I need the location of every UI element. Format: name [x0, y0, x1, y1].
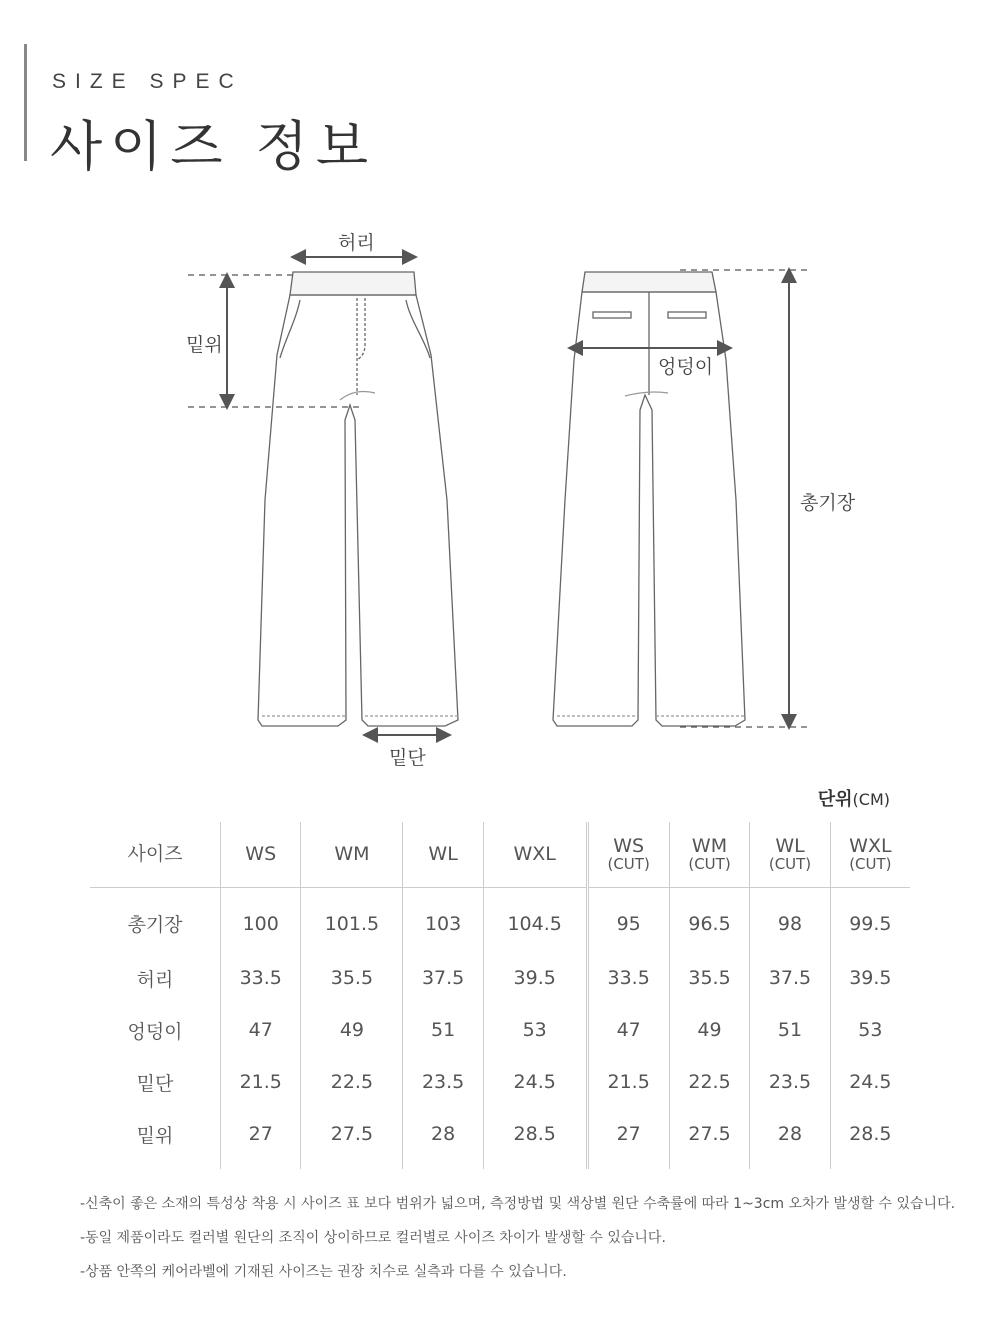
cell: 37.5 — [403, 952, 483, 1004]
cell: 23.5 — [750, 1056, 830, 1108]
cell: 28 — [403, 1108, 483, 1169]
cell: 33.5 — [587, 952, 669, 1004]
notes — [80, 1187, 955, 1289]
note-item: -신축이 좋은 소재의 특성상 착용 시 사이즈 표 보다 범위가 넓으며, 측정방법 및 색상별 원단 수축률에 따라 1~3cm 오차가 발생할 수 있습니다. — [80, 1196, 956, 1212]
cell: 98 — [750, 888, 830, 953]
label-hip: 엉덩이 — [658, 356, 714, 378]
col-header — [301, 822, 403, 888]
cell: 22.5 — [301, 1056, 403, 1108]
col-header — [221, 822, 301, 888]
cell: 53 — [830, 1004, 910, 1056]
back-pants-drawing — [553, 272, 745, 726]
cell: 95 — [587, 888, 669, 953]
cell: 24.5 — [483, 1056, 587, 1108]
cell: 22.5 — [669, 1056, 749, 1108]
table-row — [90, 888, 910, 953]
cell: 51 — [403, 1004, 483, 1056]
col-cut: (CUT) — [768, 854, 812, 873]
size-table — [90, 822, 910, 1169]
unit-label — [818, 785, 890, 811]
label-hem: 밑단 — [389, 747, 426, 769]
col-header — [669, 822, 749, 888]
cell: 21.5 — [221, 1056, 301, 1108]
row-header-label: 사이즈 — [90, 822, 221, 888]
cell: 99.5 — [830, 888, 910, 953]
cell: 27 — [587, 1108, 669, 1169]
col-size: WL — [775, 834, 805, 857]
cell: 100 — [221, 888, 301, 953]
cell: 39.5 — [830, 952, 910, 1004]
label-length: 총기장 — [800, 492, 856, 514]
col-size: WM — [334, 843, 370, 865]
table-row — [90, 1108, 910, 1169]
note-item: -상품 안쪽의 케어라벨에 기재된 사이즈는 권장 치수로 실측과 다를 수 있습니다. — [80, 1264, 567, 1280]
note-item: -동일 제품이라도 컬러별 원단의 조직이 상이하므로 컬러별로 사이즈 차이가 발생할 수 있습니다. — [80, 1230, 666, 1246]
cell: 28.5 — [830, 1108, 910, 1169]
cell: 35.5 — [669, 952, 749, 1004]
cell: 49 — [301, 1004, 403, 1056]
cell: 21.5 — [587, 1056, 669, 1108]
cell: 27 — [221, 1108, 301, 1169]
col-size: WM — [691, 834, 728, 857]
col-size: WL — [428, 843, 458, 865]
col-size: WS — [613, 834, 645, 857]
table-header-row — [90, 822, 910, 888]
col-size: WXL — [513, 843, 556, 865]
cell: 27.5 — [301, 1108, 403, 1169]
label-rise: 밑위 — [186, 334, 223, 356]
table-row — [90, 1056, 910, 1108]
title-english: SIZE SPEC — [52, 70, 243, 93]
front-pants-drawing — [258, 272, 458, 726]
cell: 103 — [403, 888, 483, 953]
cell: 24.5 — [830, 1056, 910, 1108]
cell: 96.5 — [669, 888, 749, 953]
cell: 23.5 — [403, 1056, 483, 1108]
cell: 27.5 — [669, 1108, 749, 1169]
measure-arrows — [227, 257, 789, 735]
row-label: 밑위 — [136, 1124, 174, 1147]
cell: 47 — [587, 1004, 669, 1056]
unit-main: 단위 — [817, 789, 853, 810]
row-label: 허리 — [136, 968, 174, 991]
cell: 51 — [750, 1004, 830, 1056]
cell: 49 — [669, 1004, 749, 1056]
row-label: 밑단 — [136, 1072, 174, 1095]
row-label: 총기장 — [127, 914, 183, 936]
col-header — [483, 822, 587, 888]
label-waist: 허리 — [338, 232, 375, 254]
col-size: WXL — [849, 834, 892, 857]
cell: 104.5 — [483, 888, 587, 953]
col-cut: (CUT) — [849, 854, 892, 873]
col-header — [403, 822, 483, 888]
row-label: 엉덩이 — [127, 1020, 183, 1043]
col-header — [830, 822, 910, 888]
cell: 35.5 — [301, 952, 403, 1004]
cell: 39.5 — [483, 952, 587, 1004]
col-size: WS — [245, 843, 277, 865]
cell: 53 — [483, 1004, 587, 1056]
col-header — [750, 822, 830, 888]
cell: 47 — [221, 1004, 301, 1056]
table-row — [90, 1004, 910, 1056]
col-header — [587, 822, 669, 888]
cell: 33.5 — [221, 952, 301, 1004]
cell: 37.5 — [750, 952, 830, 1004]
cell: 28 — [750, 1108, 830, 1169]
cell: 101.5 — [301, 888, 403, 953]
unit-sub: (CM) — [852, 790, 890, 809]
measure-guides — [188, 270, 810, 727]
col-cut: (CUT) — [688, 854, 731, 873]
table-row — [90, 952, 910, 1004]
page-title: 사이즈 정보 — [50, 115, 376, 178]
title-accent-bar — [24, 44, 27, 161]
col-cut: (CUT) — [607, 854, 650, 873]
cell: 28.5 — [483, 1108, 587, 1169]
